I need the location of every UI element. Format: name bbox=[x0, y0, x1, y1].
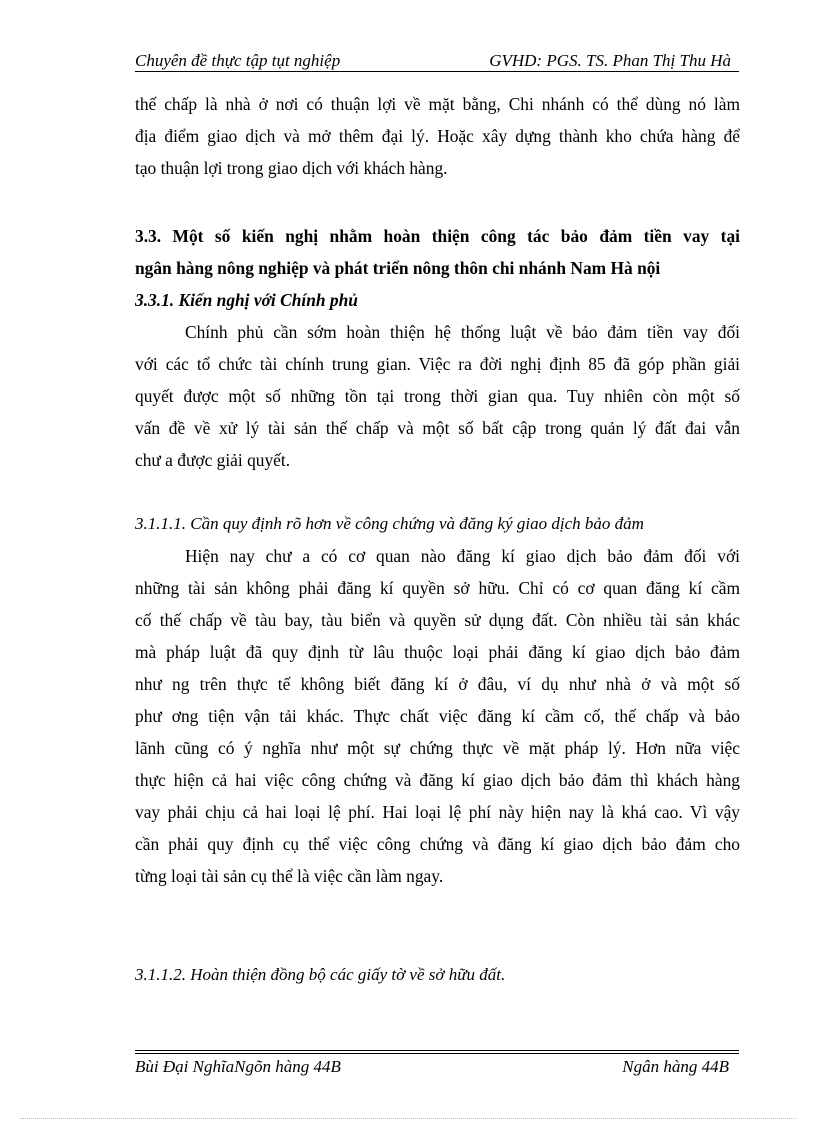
paragraph-line: cần phải quy định cụ thể việc công chứng và đăng kí giao dịch bảo đảm cho bbox=[135, 834, 740, 854]
paragraph-line: lãnh cũng có ý nghĩa như một sự chứng thực về mặt pháp lý. Hơn nữa việc bbox=[135, 738, 740, 758]
paragraph-line: Chính phủ cần sớm hoàn thiện hệ thống luật về bảo đảm tiền vay đối bbox=[185, 322, 740, 342]
header-left-text: Chuyên đề thực tập tụt nghiệp bbox=[135, 51, 341, 70]
header-divider bbox=[135, 71, 739, 72]
section-heading-line: ngân hàng nông nghiệp và phát triển nông thôn chi nhánh Nam Hà nội bbox=[135, 258, 661, 278]
paragraph-line: những tài sản không phải đăng kí quyền sở hữu. Chỉ có cơ quan đăng kí cầm bbox=[135, 578, 740, 598]
paragraph-line: với các tổ chức tài chính trung gian. Việc ra đời nghị định 85 đã góp phần giải bbox=[135, 354, 740, 374]
section-heading-line: 3.3. Một số kiến nghị nhằm hoàn thiện công tác bảo đảm tiền vay tại bbox=[135, 226, 740, 246]
paragraph-line: mà pháp luật đã quy định từ lâu thuộc loại phải đăng kí giao dịch bảo đảm bbox=[135, 642, 740, 662]
page-header bbox=[135, 49, 739, 71]
footer-divider-thin bbox=[135, 1053, 739, 1054]
subsection-heading-3-1-1-2: 3.1.1.2. Hoàn thiện đồng bộ các giấy tờ về sở hữu đất. bbox=[135, 965, 506, 984]
paragraph-line: vay phải chịu cả hai loại lệ phí. Hai loại lệ phí này hiện nay là khá cao. Vì vậy bbox=[135, 802, 740, 822]
intro-paragraph bbox=[135, 88, 740, 184]
subsection-heading-3-1-1-1: 3.1.1.1. Cần quy định rõ hơn về công chứng và đăng ký giao dịch bảo đảm bbox=[135, 514, 644, 533]
paragraph-line: Hiện nay chư a có cơ quan nào đăng kí giao dịch bảo đảm đối với bbox=[185, 546, 740, 566]
paragraph-line: vấn đề về xử lý tài sản thế chấp và một số bất cập trong quản lý đất đai vẫn bbox=[135, 418, 740, 438]
footer-left-text: Bùi Đại NghĩaNgõn hàng 44B bbox=[135, 1057, 341, 1076]
subsection-heading-3-3-1: 3.3.1. Kiến nghị với Chính phủ bbox=[135, 290, 358, 310]
paragraph-line: như ng trên thực tế không biết đăng kí ở đâu, ví dụ như nhà ở và một số bbox=[135, 674, 740, 694]
paragraph-line: quyết được một số những tồn tại trong thời gian qua. Tuy nhiên còn một số bbox=[135, 386, 740, 406]
paragraph-line: chư a được giải quyết. bbox=[135, 450, 291, 470]
paragraph-line: từng loại tài sản cụ thể là việc cần làm ngay. bbox=[135, 866, 444, 886]
page-footer bbox=[135, 1057, 739, 1079]
intro-line: địa điểm giao dịch và mở thêm đại lý. Hoặc xây dựng thành kho chứa hàng để bbox=[135, 126, 740, 146]
paragraph-line: cố thế chấp về tàu bay, tàu biển và quyền sử dụng đất. Còn nhiều tài sản khác bbox=[135, 610, 740, 630]
page-bottom-edge bbox=[20, 1118, 796, 1119]
header-right-text: GVHD: PGS. TS. Phan Thị Thu Hà bbox=[489, 51, 731, 70]
footer-right-text: Ngân hàng 44B bbox=[622, 1057, 729, 1076]
intro-line: thế chấp là nhà ở nơi có thuận lợi về mặt bằng, Chi nhánh có thể dùng nó làm bbox=[135, 94, 740, 114]
paragraph-line: phư ơng tiện vận tải khác. Thực chất việc đăng kí cầm cố, thế chấp và bảo bbox=[135, 706, 740, 726]
paragraph-line: thực hiện cả hai việc công chứng và đăng kí giao dịch bảo đảm thì khách hàng bbox=[135, 770, 740, 790]
intro-line: tạo thuận lợi trong giao dịch với khách hàng. bbox=[135, 158, 448, 178]
footer-divider bbox=[135, 1050, 739, 1051]
paragraph-registration bbox=[135, 540, 740, 892]
section-heading-3-3 bbox=[135, 220, 740, 284]
paragraph-government bbox=[135, 316, 740, 476]
